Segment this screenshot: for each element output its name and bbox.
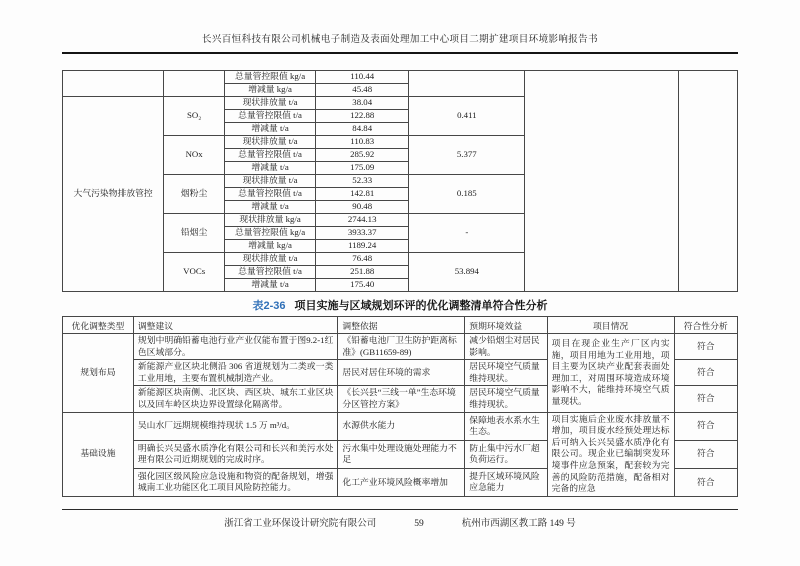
page-header — [62, 0, 738, 54]
metric-cell: 增减量 t/a — [225, 123, 316, 136]
category-cell-empty — [63, 71, 164, 97]
suggestion-cell: 强化园区级风险应急设施和物资的配备规划，增强城南工业功能区化工项目风险防控能力。 — [133, 468, 338, 496]
compliance-cell: 符合 — [674, 412, 737, 440]
table-row — [63, 71, 738, 84]
table-caption-title: 项目实施与区域规划环评的优化调整清单符合性分析 — [294, 300, 548, 312]
pollutant-cell: VOCs — [164, 253, 225, 292]
pollutant-cell: SO₂ — [164, 97, 225, 136]
compliance-cell: 符合 — [674, 440, 737, 468]
value-cell: 251.88 — [316, 266, 409, 279]
header-cell: 优化调整类型 — [63, 317, 134, 334]
metric-cell: 总量管控限值 t/a — [225, 266, 316, 279]
metric-cell: 总量管控限值 t/a — [225, 149, 316, 162]
pollutant-cell: 铅烟尘 — [164, 214, 225, 253]
value-cell: 110.83 — [316, 136, 409, 149]
table-caption — [62, 297, 738, 313]
value-cell: 76.48 — [316, 253, 409, 266]
emission-control-table — [62, 70, 738, 292]
header-cell: 调整依据 — [338, 317, 465, 334]
header-cell: 符合性分析 — [674, 317, 737, 334]
footer-address: 杭州市西湖区教工路 149 号 — [461, 519, 576, 529]
notes-cell-empty — [525, 71, 679, 292]
value-cell: 52.33 — [316, 175, 409, 188]
adjustment-type-cell: 基础设施 — [63, 412, 134, 496]
benefit-cell: 居民环境空气质量维持现状。 — [465, 386, 547, 412]
pollutant-cell-empty — [164, 71, 225, 97]
suggestion-cell: 吴山水厂远期规模维持现状 1.5 万 m³/d。 — [133, 412, 338, 440]
extra-value-cell: 0.185 — [409, 175, 525, 214]
value-cell: 1189.24 — [316, 240, 409, 253]
metric-cell: 现状排放量 t/a — [225, 253, 316, 266]
footer-page-number: 59 — [414, 519, 424, 529]
metric-cell: 增减量 kg/a — [225, 84, 316, 97]
side-cell-empty — [679, 71, 738, 292]
compliance-cell: 符合 — [674, 468, 737, 496]
metric-cell: 增减量 t/a — [225, 201, 316, 214]
metric-cell: 增减量 t/a — [225, 279, 316, 292]
extra-value-cell: 0.411 — [409, 97, 525, 136]
suggestion-cell: 规划中明确铅蓄电池行业产业仅能布置于图9.2-1红色区域部分。 — [133, 334, 338, 360]
adjustment-compliance-table — [62, 316, 738, 497]
benefit-cell: 减少铅烟尘对居民影响。 — [465, 334, 547, 360]
value-cell: 110.44 — [316, 71, 409, 84]
metric-cell: 总量管控限值 t/a — [225, 188, 316, 201]
pollutant-cell: NOx — [164, 136, 225, 175]
metric-cell: 现状排放量 t/a — [225, 136, 316, 149]
value-cell: 175.40 — [316, 279, 409, 292]
value-cell: 142.81 — [316, 188, 409, 201]
value-cell: 45.48 — [316, 84, 409, 97]
table-row — [63, 412, 738, 440]
header-cell: 调整建议 — [133, 317, 338, 334]
basis-cell: 污水集中处理设施处理能力不足 — [338, 440, 465, 468]
extra-value-cell: 53.894 — [409, 253, 525, 292]
basis-cell: 水源供水能力 — [338, 412, 465, 440]
metric-cell: 现状排放量 t/a — [225, 97, 316, 110]
value-cell: 38.04 — [316, 97, 409, 110]
basis-cell: 居民对居住环境的需求 — [338, 360, 465, 386]
compliance-cell: 符合 — [674, 360, 737, 386]
suggestion-cell: 新能源产业区块北侧沿 306 省道规划为二类或一类工业用地，主要布置机械制造产业。 — [133, 360, 338, 386]
metric-cell: 现状排放量 t/a — [225, 175, 316, 188]
header-cell: 预期环境效益 — [465, 317, 547, 334]
footer-company: 浙江省工业环保设计研究院有限公司 — [224, 519, 377, 529]
basis-cell: 《长兴县“三线一单”生态环境分区管控方案》 — [338, 386, 465, 412]
header-title: 长兴百恒科技有限公司机械电子制造及表面处理加工中心项目二期扩建项目环境影响报告书 — [201, 35, 598, 45]
value-cell: 175.09 — [316, 162, 409, 175]
adjustment-type-cell: 规划布局 — [63, 334, 134, 413]
value-cell: 90.48 — [316, 201, 409, 214]
benefit-cell: 保障地表水系水生生态。 — [465, 412, 547, 440]
project-status-cell: 项目在现企业生产厂区内实施，项目用地为工业用地，项目主要为区块产业配套表面处理加工，对周围环境造成环境影响不大，能维持环境空气质量现状。 — [547, 334, 674, 413]
suggestion-cell: 明确长兴吴盛水质净化有限公司和长兴和美污水处理有限公司近期规划的完成时序。 — [133, 440, 338, 468]
metric-cell: 总量管控限值 t/a — [225, 110, 316, 123]
value-cell: 2744.13 — [316, 214, 409, 227]
metric-cell: 增减量 kg/a — [225, 240, 316, 253]
metric-cell: 增减量 t/a — [225, 162, 316, 175]
project-status-cell: 项目实施后企业废水排放量不增加，项目废水经预处理达标后可纳入长兴吴盛水质净化有限公司。现企业已编制突发环境事件应急预案，配套较为完善的风险防范措施，配备相对完备的应急 — [547, 412, 674, 496]
compliance-cell: 符合 — [674, 386, 737, 412]
table-caption-number: 表2-36 — [252, 300, 286, 312]
basis-cell: 化工产业环境风险概率增加 — [338, 468, 465, 496]
metric-cell: 现状排放量 kg/a — [225, 214, 316, 227]
header-cell: 项目情况 — [547, 317, 674, 334]
extra-value-cell-empty — [409, 71, 525, 97]
extra-value-cell: - — [409, 214, 525, 253]
benefit-cell: 居民环境空气质量维持现状。 — [465, 360, 547, 386]
metric-cell: 总量管控限值 kg/a — [225, 71, 316, 84]
value-cell: 84.84 — [316, 123, 409, 136]
value-cell: 122.88 — [316, 110, 409, 123]
category-cell: 大气污染物排放管控 — [63, 97, 164, 292]
pollutant-cell: 烟粉尘 — [164, 175, 225, 214]
metric-cell: 总量管控限值 kg/a — [225, 227, 316, 240]
compliance-cell: 符合 — [674, 334, 737, 360]
page-content — [62, 70, 738, 497]
table-header-row — [63, 317, 738, 334]
value-cell: 3933.37 — [316, 227, 409, 240]
extra-value-cell: 5.377 — [409, 136, 525, 175]
value-cell: 285.92 — [316, 149, 409, 162]
page-footer — [62, 509, 738, 529]
benefit-cell: 防止集中污水厂超负荷运行。 — [465, 440, 547, 468]
benefit-cell: 提升区域环境风险应急能力 — [465, 468, 547, 496]
suggestion-cell: 新能源区块南侧、北区块、西区块、城东工业区块以及回车岭区块边界设置绿化隔离带。 — [133, 386, 338, 412]
basis-cell: 《铅蓄电池厂卫生防护距离标准》(GB11659-89) — [338, 334, 465, 360]
table-row — [63, 334, 738, 360]
